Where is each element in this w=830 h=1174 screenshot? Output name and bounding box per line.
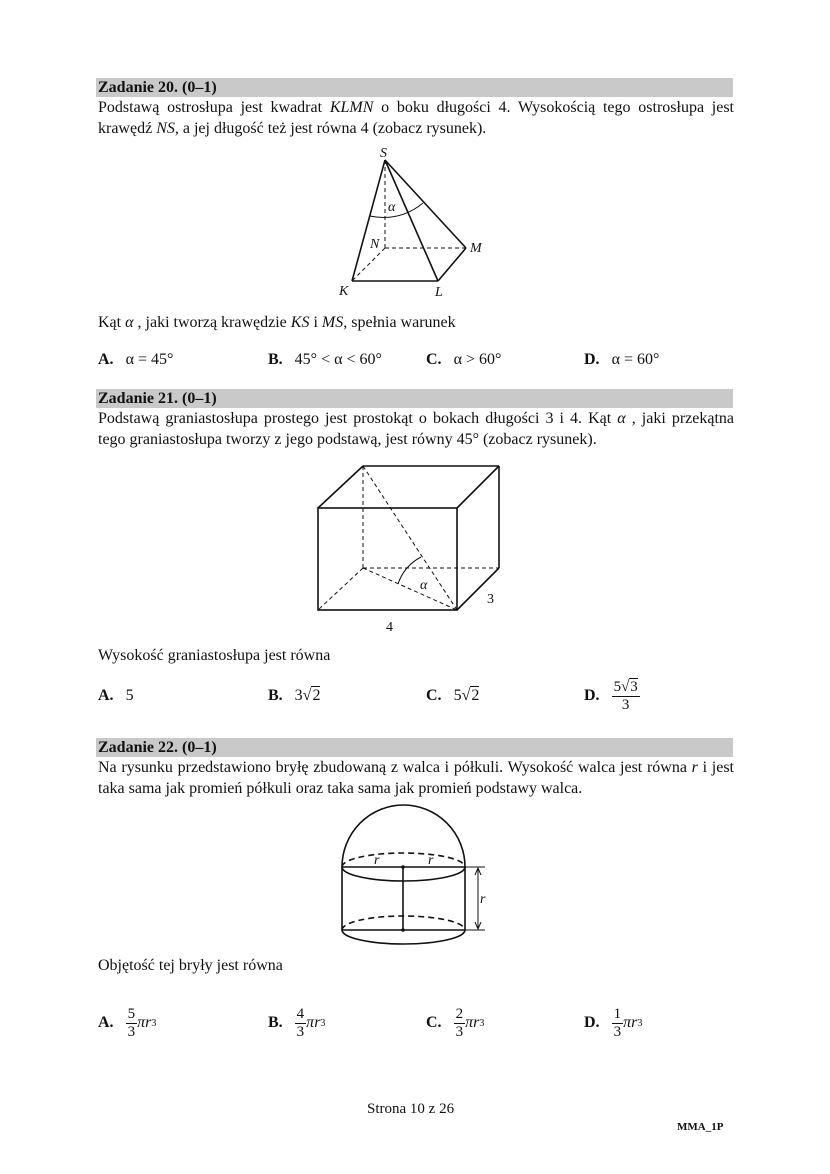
text-part-italic: KS (290, 314, 310, 331)
text-part: Podstawą ostrosłupa jest kwadrat (98, 99, 330, 116)
label-k: K (339, 284, 349, 299)
exponent: 3 (151, 1017, 157, 1029)
fraction (612, 1006, 624, 1041)
answer-letter: B. (268, 351, 283, 368)
edge-ks (352, 160, 385, 281)
pi-r: πr (623, 1014, 638, 1031)
exam-code: MMA_1P (677, 1121, 724, 1133)
answer-letter: D. (584, 1014, 600, 1031)
coefficient: 5 (453, 687, 462, 704)
answer-c[interactable] (426, 340, 501, 380)
center-dot-bottom (401, 928, 405, 932)
label-l: L (435, 285, 443, 300)
edge-ms (385, 160, 466, 248)
edge-lm (438, 248, 466, 281)
answer-letter: A. (98, 687, 114, 704)
answer-b[interactable] (268, 1003, 325, 1043)
hidden-edge-bottom-left (318, 568, 363, 610)
exponent: 3 (479, 1017, 485, 1029)
label-n: N (370, 237, 380, 252)
answer-letter: C. (426, 1014, 442, 1031)
edge-bottom-right (457, 568, 499, 610)
answer-a[interactable] (98, 340, 173, 380)
bottom-ellipse-back (342, 916, 465, 930)
radicand: 2 (471, 687, 480, 704)
fraction (295, 1006, 307, 1041)
answer-c[interactable] (426, 676, 479, 716)
alpha-symbol: α (617, 410, 626, 427)
coefficient: 5 (613, 678, 622, 695)
label-r-left: r (374, 853, 380, 868)
page-number: Strona 10 z 26 (367, 1101, 455, 1117)
prism-figure (318, 466, 499, 610)
text-part: Kąt (98, 314, 126, 331)
task-21-header: Zadanie 21. (0–1) (96, 389, 733, 408)
cylinder-hemisphere-figure (342, 805, 485, 944)
r-symbol: r (691, 759, 698, 776)
text-part: , jaki tworzą krawędzie (133, 314, 291, 331)
sqrt: √2 (302, 687, 321, 704)
bottom-ellipse-front (342, 930, 465, 944)
fraction (454, 1006, 466, 1041)
answer-b[interactable] (268, 340, 382, 380)
space-diagonal (363, 466, 457, 610)
answer-letter: C. (426, 351, 442, 368)
sqrt: √2 (461, 687, 480, 704)
task-20-text (98, 97, 734, 139)
answer-letter: D. (584, 351, 600, 368)
top-ellipse-back (342, 853, 465, 867)
answer-value (454, 687, 480, 705)
text-part-italic: MS (321, 314, 344, 331)
text-part: o boku długości 4. Wysokością tego ostrosłupa jest krawędź (98, 99, 734, 137)
label-m: M (470, 241, 482, 256)
label-r-height: r (480, 892, 486, 907)
hemisphere-outline (342, 805, 465, 867)
answer-d[interactable] (584, 1003, 642, 1043)
pyramid-figure (352, 160, 466, 281)
answer-value: α = 45° (125, 351, 174, 368)
edge-nk-hidden (352, 248, 385, 281)
coefficient: 3 (294, 687, 303, 704)
radicand: 3 (630, 678, 638, 695)
answer-a[interactable] (98, 676, 134, 716)
task-20-answers (98, 340, 738, 380)
edge-top-left (318, 466, 363, 508)
answer-letter: B. (268, 687, 283, 704)
answer-value: 45° < α < 60° (294, 351, 382, 368)
label-depth: 3 (487, 592, 494, 607)
alpha-symbol: α (125, 314, 134, 331)
fraction (126, 1006, 138, 1041)
numerator: 2 (455, 1005, 464, 1022)
task-20-header: Zadanie 20. (0–1) (96, 78, 733, 97)
denominator: 3 (455, 1023, 464, 1040)
pi-r: πr (137, 1014, 152, 1031)
text-part: Na rysunku przedstawiono bryłę zbudowaną z walca i półkuli. Wysokość walca jest równa (98, 759, 692, 776)
radicand: 2 (312, 687, 321, 704)
label-alpha: α (388, 200, 396, 215)
answer-d[interactable] (584, 340, 659, 380)
answer-c[interactable] (426, 1003, 484, 1043)
center-dot-top (401, 865, 405, 869)
text-part: , spełnia warunek (343, 314, 456, 331)
pi-r: πr (306, 1014, 321, 1031)
numerator: 4 (296, 1005, 305, 1022)
denominator: 3 (127, 1023, 136, 1040)
pi-r: πr (465, 1014, 480, 1031)
text-part-italic: KLMN (329, 99, 374, 116)
numerator: 5 (127, 1005, 136, 1022)
task-21-text (98, 408, 734, 450)
text-part-italic: NS (156, 120, 175, 137)
task-20-question (98, 312, 734, 333)
label-alpha: α (420, 578, 428, 593)
exponent: 3 (637, 1017, 643, 1029)
sqrt: √3 (621, 678, 638, 695)
answer-b[interactable] (268, 676, 320, 716)
task-22-text (98, 757, 734, 799)
angle-arc (370, 203, 423, 217)
task-21-question: Wysokość graniastosłupa jest równa (98, 647, 331, 664)
denominator: 3 (621, 696, 630, 713)
task-22-answers (98, 1003, 738, 1043)
answer-value: 5 (125, 687, 134, 704)
edge-ls (385, 160, 438, 281)
answer-letter: B. (268, 1014, 283, 1031)
denominator: 3 (296, 1023, 305, 1040)
answer-letter: D. (584, 687, 600, 704)
fraction (612, 679, 640, 714)
text-part: i (309, 314, 322, 331)
text-part: Podstawą graniastosłupa prostego jest prostokąt o bokach długości 3 i 4. Kąt (98, 410, 618, 427)
top-ellipse-front (342, 867, 465, 881)
text-part: , a jej długość też jest równa 4 (zobacz rysunek). (174, 120, 487, 137)
angle-arc (398, 557, 421, 584)
task-21-answers (98, 676, 738, 716)
answer-a[interactable] (98, 1003, 156, 1043)
arrow-head-top (475, 868, 481, 875)
numerator (612, 679, 640, 697)
answer-letter: A. (98, 351, 114, 368)
base-diagonal (363, 568, 457, 610)
task-22-header: Zadanie 22. (0–1) (96, 738, 733, 757)
label-width: 4 (386, 620, 393, 635)
numerator: 1 (613, 1005, 622, 1022)
label-s: S (380, 146, 387, 161)
answer-value (295, 687, 321, 705)
text-part: i jest taka sama jak promień półkuli oraz taka sama jak promień podstawy walca. (98, 759, 734, 797)
answer-value: α = 60° (611, 351, 660, 368)
task-22-question: Objętość tej bryły jest równa (98, 957, 283, 974)
answer-value: α > 60° (453, 351, 502, 368)
front-face (318, 508, 457, 610)
text-part: , jaki przekątna tego graniastosłupa tworzy z jego podstawą, jest równy 45° (zobacz rysunek). (98, 410, 734, 448)
answer-letter: C. (426, 687, 442, 704)
exponent: 3 (320, 1017, 326, 1029)
answer-letter: A. (98, 1014, 114, 1031)
answer-d[interactable] (584, 676, 640, 716)
label-r-right: r (428, 853, 434, 868)
denominator: 3 (613, 1023, 622, 1040)
edge-top-right (457, 466, 499, 508)
arrow-head-bottom (475, 922, 481, 929)
